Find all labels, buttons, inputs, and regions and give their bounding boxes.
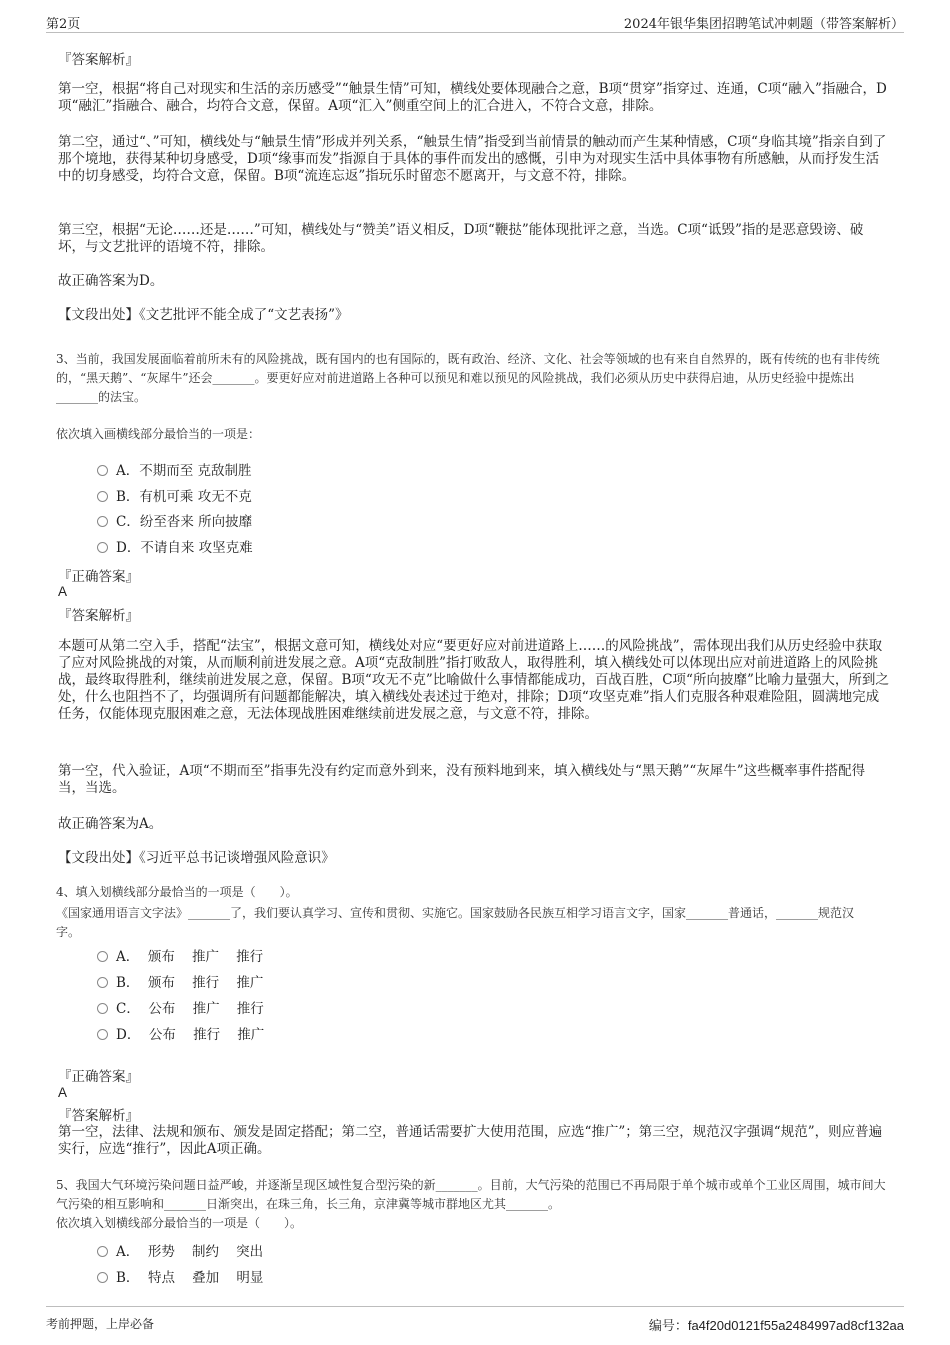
q4-option-a[interactable]: A． 颁布 推广 推行 <box>97 945 263 965</box>
radio-icon <box>97 1272 108 1283</box>
radio-icon <box>97 1003 108 1014</box>
radio-icon <box>97 977 108 988</box>
page-footer <box>46 1306 904 1333</box>
footer-slogan: 考前押题，上岸必备 <box>46 1317 155 1331</box>
radio-icon <box>97 1246 108 1257</box>
q3-stem: 3、当前，我国发展面临着前所未有的风险挑战，既有国内的也有国际的，既有政治、经济、文化、社会等领域的也有来自自然界的，既有传统的也有非传统的，“黑天鹅”、“灰犀牛”还会_______。要更好应对前进道路上各种可以预见和难以预见的风险挑战，我们必须从历史中获得启迪，从历史经验中提炼出_______的法宝。 <box>56 352 880 404</box>
q3-option-a[interactable]: A．不期而至 克敌制胜 <box>97 459 252 479</box>
q2-analysis-p2: 第二空，通过“、”可知，横线处与“触景生情”形成并列关系，“触景生情”指受到当前情景的触动而产生某种情感，C项“身临其境”指亲自到了那个境地，获得某种切身感受，D项“缘事而发”指源自于具体的事件而发出的感慨，引申为对现实生活中具体事物有所感触，从而抒发生活中的切身感受，均符合文意，保留。B项“流连忘返”指玩乐时留恋不愿离开，与文意不符，排除。 <box>58 134 887 184</box>
q3-analysis-p2: 第一空，代入验证，A项“不期而至”指事先没有约定而意外到来，没有预料地到来，填入横线处与“黑天鹅”“灰犀牛”这些概率事件搭配得当，当选。 <box>58 763 866 796</box>
q4-option-c[interactable]: C． 公布 推广 推行 <box>97 997 264 1017</box>
radio-icon <box>97 1029 108 1040</box>
radio-icon <box>97 516 108 527</box>
q3-source: 【文段出处】《习近平总书记谈增强风险意识》 <box>58 850 335 866</box>
document-id: 编号：fa4f20d0121f55a2484997ad8cf132aa <box>648 1318 904 1333</box>
q2-analysis-p1: 第一空，根据“将自己对现实和生活的亲历感受”“触景生情”可知，横线处要体现融合之意，B项“贯穿”指穿过、连通，C项“融入”指融合，D项“融汇”指融合、融合，均符合文意，保留。A项“汇入”侧重空间上的汇合进入，不符合文意，排除。 <box>58 81 887 114</box>
q5-option-a[interactable]: A． 形势 制约 突出 <box>97 1240 263 1260</box>
radio-icon <box>97 951 108 962</box>
q4-stem: 《国家通用语言文字法》_______了，我们要认真学习、宣传和贯彻、实施它。国家鼓励各民族互相学习语言文字，国家_______普通话，_______规范汉字。 <box>56 906 855 939</box>
page-number: 第2页 <box>46 17 81 32</box>
q5-stem: 5、我国大气环境污染问题日益严峻，并逐渐呈现区域性复合型污染的新_______。目前，大气污染的范围已不再局限于单个城市或单个工业区周围，城市间大气污染的相互影响和_______日渐突出，在珠三角，长三角，京津冀等城市群地区尤其_______。 <box>56 1178 886 1211</box>
q2-source: 【文段出处】《文艺批评不能全成了“文艺表扬”》 <box>58 307 349 323</box>
q4-stem-intro: 4、填入划横线部分最恰当的一项是（ ）。 <box>56 885 298 899</box>
q4-analysis-label: 『答案解析』 <box>58 1108 139 1124</box>
q3-option-d[interactable]: D．不请自来 攻坚克难 <box>97 536 253 556</box>
q5-option-b[interactable]: B． 特点 叠加 明显 <box>97 1266 263 1286</box>
q4-analysis: 第一空，法律、法规和颁布、颁发是固定搭配；第二空，普通话需要扩大使用范围，应选“推广”；第三空，规范汉字强调“规范”，则应普遍实行，应选“推行”，因此A项正确。 <box>58 1124 883 1157</box>
document-title: 2024年银华集团招聘笔试冲刺题（带答案解析） <box>623 17 904 32</box>
page-header <box>46 0 904 33</box>
q2-conclusion: 故正确答案为D。 <box>58 273 164 289</box>
q3-answer: A <box>58 584 68 599</box>
q4-answer-label: 『正确答案』 <box>58 1069 139 1085</box>
q4-option-d[interactable]: D． 公布 推行 推广 <box>97 1023 264 1043</box>
q3-answer-label: 『正确答案』 <box>58 569 139 585</box>
q2-analysis-label: 『答案解析』 <box>58 52 139 68</box>
radio-icon <box>97 465 108 476</box>
radio-icon <box>97 491 108 502</box>
q3-option-c[interactable]: C．纷至沓来 所向披靡 <box>97 510 252 530</box>
q3-analysis-p1: 本题可从第二空入手，搭配“法宝”，根据文意可知，横线处对应“要更好应对前进道路上……的风险挑战”，需体现出我们从历史经验中获取了应对风险挑战的对策，从而顺利前进发展之意。A项“克敌制胜”指打败敌人，取得胜利，填入横线处可以体现出应对前进道路上的风险挑战，最终取得胜利，继续前进发展之意，保留。B项“攻无不克”比喻做什么事情都能成功，百战百胜，C项“所向披靡”比喻力量强大，所到之处，什么也阻挡不了，均强调所有问题都能解决，填入横线处表述过于绝对，排除；D项“攻坚克难”指人们克服各种艰难险阻，圆满地完成任务，仅能体现克服困难之意，无法体现战胜困难继续前进发展之意，与文意不符，排除。 <box>58 638 889 722</box>
q5-prompt: 依次填入划横线部分最恰当的一项是（ ）。 <box>56 1216 303 1230</box>
q3-prompt: 依次填入画横线部分最恰当的一项是： <box>56 427 261 441</box>
q2-analysis-p3: 第三空，根据“无论……还是……”可知，横线处与“赞美”语义相反，D项“鞭挞”能体现批评之意，当选。C项“诋毁”指的是恶意毁谤、破坏，与文艺批评的语境不符，排除。 <box>58 222 864 255</box>
q3-analysis-label: 『答案解析』 <box>58 608 139 624</box>
radio-icon <box>97 542 108 553</box>
q4-option-b[interactable]: B． 颁布 推行 推广 <box>97 971 263 991</box>
q4-answer: A <box>58 1085 68 1100</box>
q3-option-b[interactable]: B．有机可乘 攻无不克 <box>97 485 252 505</box>
q3-conclusion: 故正确答案为A。 <box>58 816 163 832</box>
